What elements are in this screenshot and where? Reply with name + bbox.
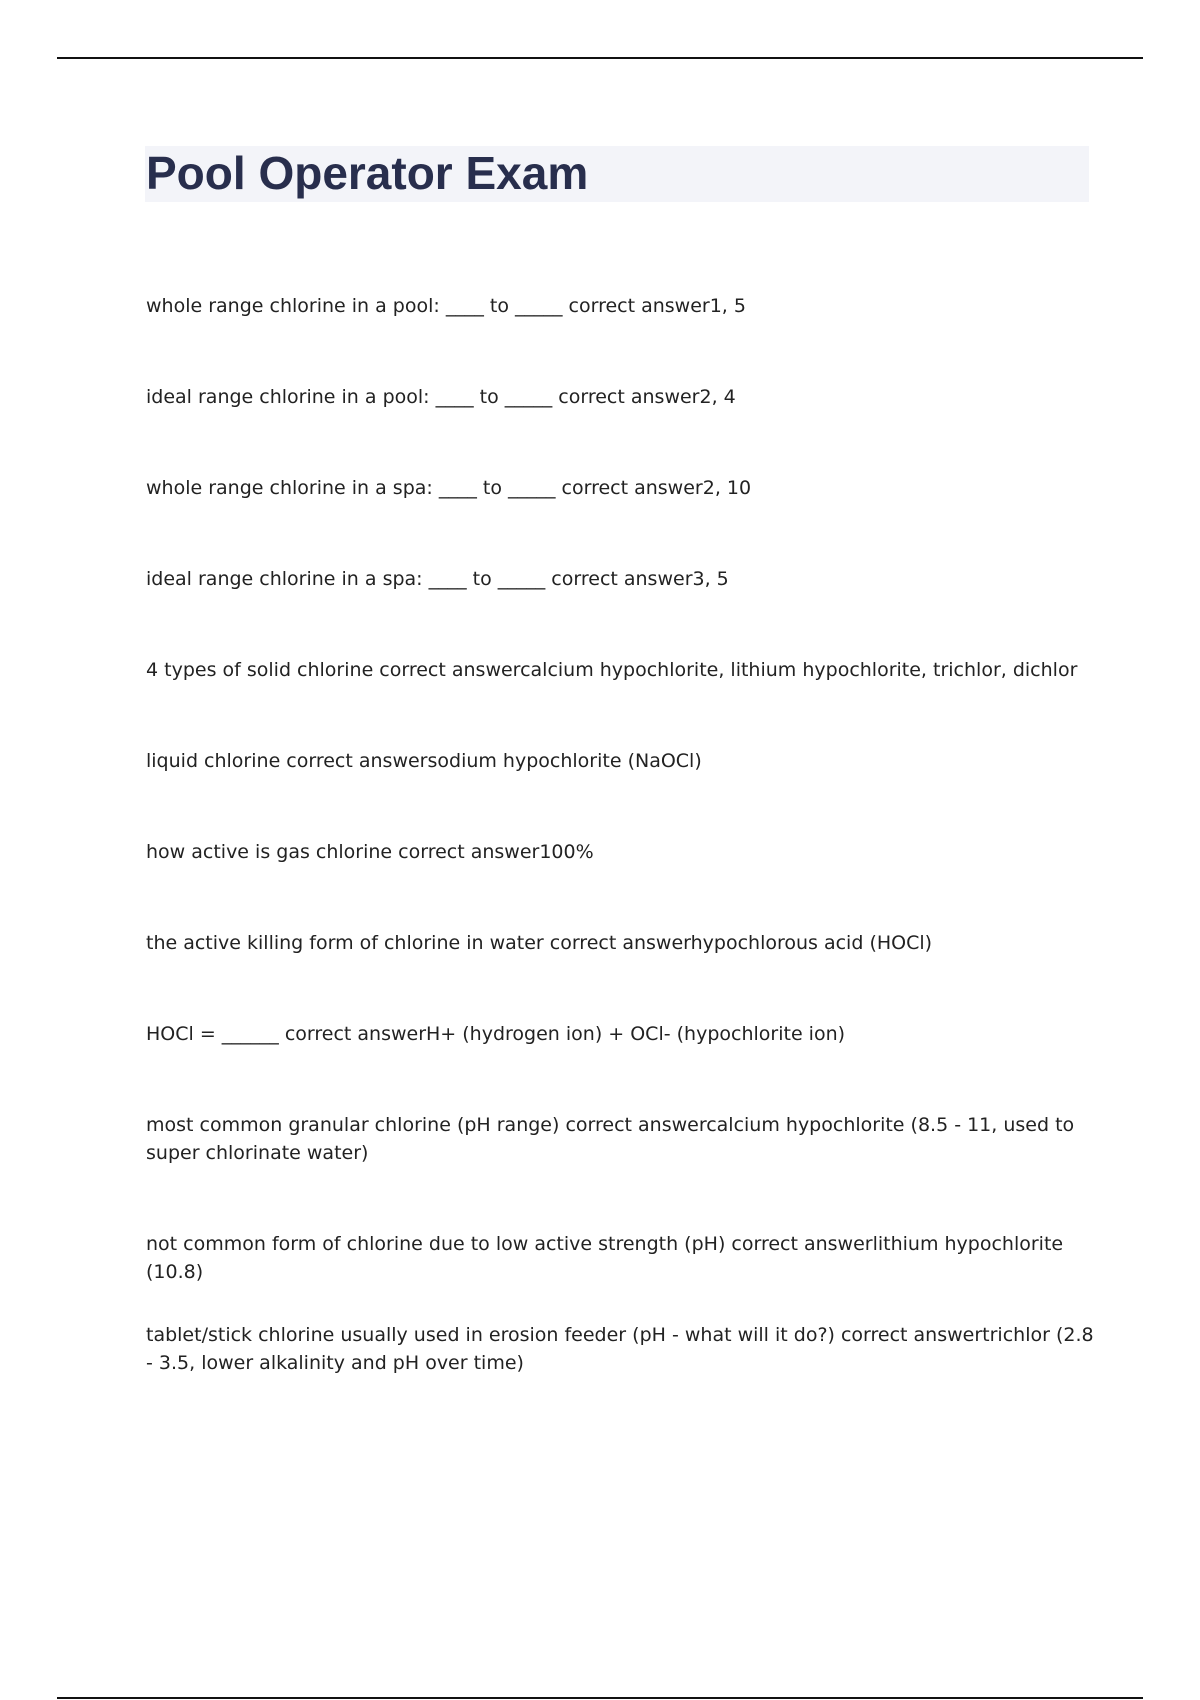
qa-item-8: the active killing form of chlorine in water correct answerhypochlorous acid (HOCl) <box>146 932 933 954</box>
qa-item-7: how active is gas chlorine correct answer100% <box>146 841 594 863</box>
qa-item-4: ideal range chlorine in a spa: ____ to _____ correct answer3, 5 <box>146 568 729 590</box>
qa-item-9: HOCl = ______ correct answerH+ (hydrogen ion) + OCl- (hypochlorite ion) <box>146 1023 846 1045</box>
qa-item-3: whole range chlorine in a spa: ____ to _____ correct answer2, 10 <box>146 477 752 499</box>
qa-item-12: tablet/stick chlorine usually used in erosion feeder (pH - what will it do?) correct answertrichlor (2.8 - 3.5, lower alkalinity and pH over time) <box>146 1324 1094 1374</box>
page-title: Pool Operator Exam <box>146 147 589 199</box>
qa-item-6: liquid chlorine correct answersodium hypochlorite (NaOCl) <box>146 750 702 772</box>
qa-item-5: 4 types of solid chlorine correct answercalcium hypochlorite, lithium hypochlorite, trichlor, dichlor <box>146 659 1078 681</box>
top-divider <box>57 57 1143 59</box>
qa-item-11: not common form of chlorine due to low active strength (pH) correct answerlithium hypochlorite (10.8) <box>146 1233 1064 1283</box>
qa-item-10: most common granular chlorine (pH range) correct answercalcium hypochlorite (8.5 - 11, used to super chlorinate water) <box>146 1114 1075 1164</box>
qa-item-2: ideal range chlorine in a pool: ____ to _____ correct answer2, 4 <box>146 386 736 408</box>
qa-item-1: whole range chlorine in a pool: ____ to _____ correct answer1, 5 <box>146 295 746 317</box>
bottom-divider <box>57 1697 1143 1699</box>
